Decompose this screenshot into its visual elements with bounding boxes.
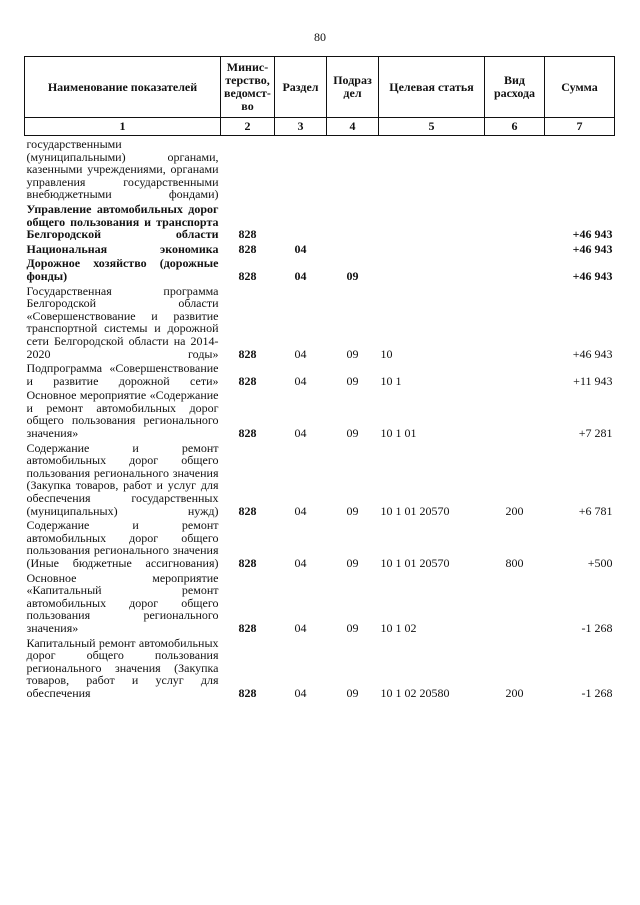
row-expense-type: 200: [505, 685, 524, 700]
header-ministry: Минис-терство, ведомст-во: [221, 57, 275, 118]
header-section: Раздел: [275, 57, 327, 118]
row-subsection: [327, 136, 379, 201]
row-target: [379, 136, 485, 201]
row-expense-type: 200: [505, 503, 524, 518]
row-amount: -1 268: [581, 685, 613, 700]
col-number: 2: [221, 118, 275, 136]
row-name: Национальная экономика: [26, 241, 219, 256]
row-name: Подпрограмма «Совершенствование и развитие дорожной сети»: [26, 361, 219, 388]
row-expense-type: [485, 241, 545, 256]
row-ministry: 828: [238, 685, 257, 700]
header-target: Целевая статья: [379, 57, 485, 118]
row-expense-type: [485, 201, 545, 241]
row-target: [379, 201, 485, 241]
row-name: Содержание и ремонт автомобильных дорог общего пользования регионального значения (Закупка товаров, работ и услуг для обеспечения государственных (муниципальных) нужд): [26, 440, 219, 518]
row-section: 04: [294, 268, 307, 283]
row-amount: [545, 136, 615, 201]
row-expense-type: [485, 255, 545, 282]
row-amount: +6 781: [578, 503, 613, 518]
row-amount: +7 281: [578, 426, 613, 441]
row-subsection: 09: [346, 346, 359, 361]
row-target: 10 1 02: [380, 620, 417, 635]
row-expense-type: [485, 283, 545, 361]
header-subsection: Подраз дел: [327, 57, 379, 118]
row-target: 10 1 01 20570: [380, 503, 450, 518]
table-row: [25, 201, 615, 241]
col-number: 7: [545, 118, 615, 136]
row-target: 10 1 02 20580: [380, 685, 450, 700]
row-ministry: 828: [238, 556, 257, 570]
row-ministry: 828: [238, 426, 257, 441]
table-row: [25, 241, 615, 256]
col-number: 6: [485, 118, 545, 136]
row-amount: -1 268: [581, 620, 613, 635]
row-target: 10 1: [380, 373, 402, 388]
row-name: государственными (муниципальными) органами, казенными учреждениями, органами управления государственными внебюджетными фондами): [26, 137, 219, 202]
row-amount: +46 943: [572, 241, 613, 256]
row-name: Государственная программа Белгородской области «Совершенствование и развитие транспортной системы и дорожной сети Белгородской области на 2014-2020 годы»: [26, 283, 219, 361]
row-section: 04: [294, 346, 307, 361]
row-section: 04: [294, 373, 307, 388]
row-section: 04: [294, 685, 307, 700]
row-target: 10 1 01: [380, 426, 417, 441]
row-expense-type: [485, 387, 545, 439]
row-target: [379, 241, 485, 256]
row-subsection: 09: [346, 685, 359, 700]
row-section: 04: [294, 620, 307, 635]
row-name: Основное мероприятие «Капитальный ремонт автомобильных дорог общего пользования регионального значения»: [26, 570, 219, 635]
row-subsection: 09: [346, 556, 359, 570]
table-row: [25, 136, 615, 201]
row-subsection: 09: [346, 620, 359, 635]
row-expense-type: 800: [505, 556, 524, 570]
table-row: [25, 517, 615, 569]
row-amount: +500: [587, 556, 613, 570]
table-row: [25, 255, 615, 282]
col-number: 4: [327, 118, 379, 136]
row-subsection: 09: [346, 503, 359, 518]
table-row: [25, 635, 615, 700]
row-ministry: 828: [238, 620, 257, 635]
row-expense-type: [485, 570, 545, 635]
row-subsection: 09: [346, 426, 359, 441]
table-body: [25, 136, 615, 700]
col-number: 3: [275, 118, 327, 136]
row-ministry: [221, 136, 275, 201]
row-section: 04: [294, 556, 307, 570]
budget-table: [24, 56, 615, 700]
row-ministry: 828: [238, 346, 257, 361]
row-section: 04: [294, 503, 307, 518]
table-row: [25, 570, 615, 635]
row-ministry: 828: [238, 241, 257, 256]
table-row: [25, 440, 615, 518]
row-target: 10: [380, 346, 393, 361]
row-name: Управление автомобильных дорог общего пользования и транспорта Белгородской области: [26, 201, 219, 242]
header-expense-type: Вид расхода: [485, 57, 545, 118]
col-number: 1: [25, 118, 221, 136]
row-amount: +46 943: [572, 227, 613, 242]
row-subsection: 09: [346, 373, 359, 388]
table-row: [25, 283, 615, 361]
row-ministry: 828: [238, 268, 257, 283]
row-ministry: 828: [238, 503, 257, 518]
row-name: Капитальный ремонт автомобильных дорог общего пользования регионального значения (Закупка товаров, работ и услуг для обеспечения: [26, 635, 219, 700]
table-row: [25, 387, 615, 439]
header-amount: Сумма: [545, 57, 615, 118]
row-section: 04: [294, 426, 307, 441]
row-amount: +46 943: [572, 346, 613, 361]
row-ministry: 828: [238, 373, 257, 388]
row-name: Основное мероприятие «Содержание и ремонт автомобильных дорог общего пользования регионального значения»: [26, 388, 219, 441]
row-expense-type: [485, 360, 545, 387]
row-expense-type: [485, 136, 545, 201]
row-amount: +46 943: [572, 268, 613, 283]
row-target: 10 1 01 20570: [380, 556, 450, 570]
row-subsection: [327, 201, 379, 241]
row-name: Содержание и ремонт автомобильных дорог общего пользования регионального значения (Иные бюджетные ассигнования): [26, 518, 219, 570]
row-amount: +11 943: [573, 373, 613, 388]
col-number: 5: [379, 118, 485, 136]
row-subsection: 09: [346, 268, 359, 283]
row-section: [275, 201, 327, 241]
header-name: Наименование показателей: [25, 57, 221, 118]
row-target: [379, 255, 485, 282]
page-number: 80: [314, 30, 326, 44]
row-name: Дорожное хозяйство (дорожные фонды): [26, 256, 219, 283]
row-ministry: 828: [238, 227, 257, 242]
row-subsection: [327, 241, 379, 256]
row-section: 04: [294, 241, 307, 256]
table-row: [25, 360, 615, 387]
row-section: [275, 136, 327, 201]
